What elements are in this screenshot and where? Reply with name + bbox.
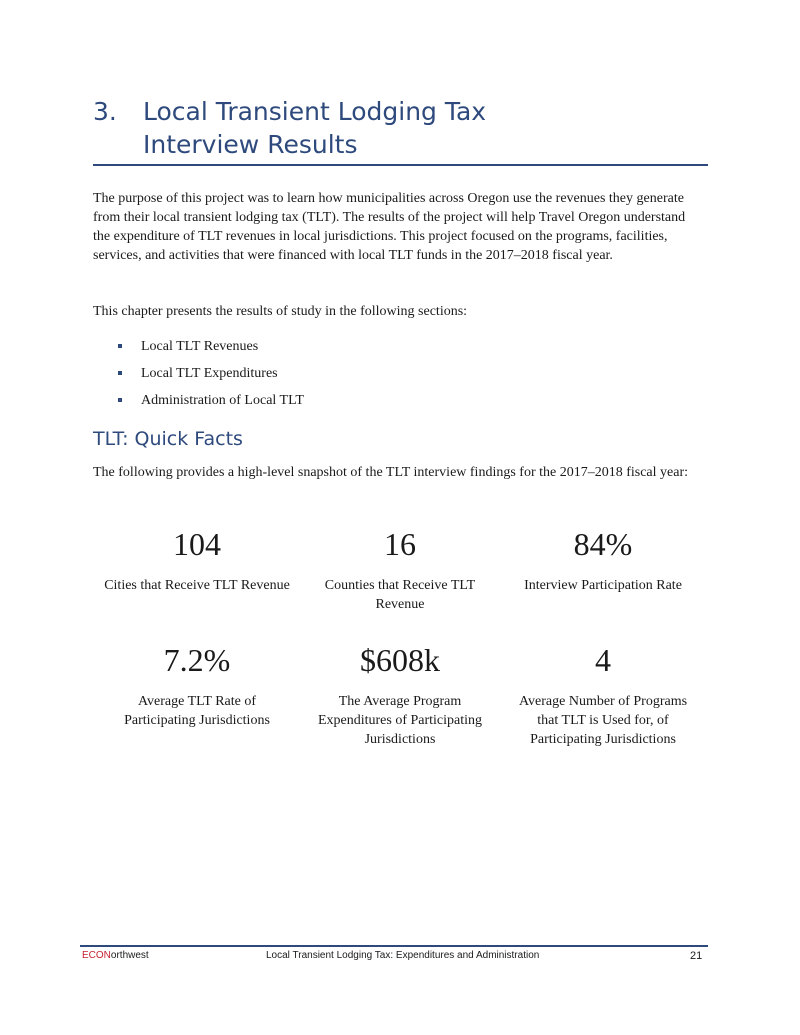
footer-brand-rest: orthwest (110, 950, 149, 961)
quick-facts-heading: TLT: Quick Facts (93, 428, 243, 450)
fact-value: 4 (595, 642, 611, 678)
fact-value: 16 (384, 526, 416, 562)
fact-value: 84% (573, 526, 633, 562)
fact-label: Average TLT Rate of Participating Jurisdictions (124, 694, 270, 728)
fact-counties (305, 526, 495, 614)
list-item: Administration of Local TLT (118, 391, 304, 418)
list-item: Local TLT Revenues (118, 337, 304, 364)
fact-value: $608k (360, 642, 440, 678)
fact-value: 7.2% (163, 642, 231, 678)
chapter-title (93, 95, 708, 166)
fact-label: Interview Participation Rate (524, 578, 682, 593)
fact-cities (102, 526, 292, 595)
list-item: Local TLT Expenditures (118, 364, 304, 391)
footer-title: Local Transient Lodging Tax: Expenditures and Administration (266, 950, 540, 961)
footer-divider (80, 945, 708, 947)
fact-value: 104 (173, 526, 221, 562)
fact-average-rate (102, 642, 292, 730)
fact-label: The Average Program Expenditures of Participating Jurisdictions (317, 694, 483, 747)
fact-label: Cities that Receive TLT Revenue (104, 578, 290, 593)
chapter-number: 3. (93, 97, 117, 126)
fact-participation-rate (508, 526, 698, 595)
chapter-title-line-1: Local Transient Lodging Tax (143, 97, 487, 126)
fact-label: Counties that Receive TLT Revenue (324, 578, 476, 612)
quick-facts-intro: The following provides a high-level snapshot of the TLT interview findings for the 2017–2018 fiscal year: (93, 465, 689, 480)
section-list (118, 337, 304, 418)
fact-label: Average Number of Programs that TLT is Used for, of Participating Jurisdictions (518, 694, 688, 747)
sections-intro: This chapter presents the results of study in the following sections: (93, 304, 468, 319)
footer-brand (82, 950, 149, 961)
fact-average-programs (508, 642, 698, 749)
intro-paragraph: The purpose of this project was to learn how municipalities across Oregon use the revenues they generate from their local transient lodging tax (TLT). The results of the project will help Travel Oregon understand the expenditure of TLT revenues in local jurisdictions. This project focused on the programs, facilities, services, and activities that were financed with local TLT funds in the 2017–2018 fiscal year. (93, 191, 686, 263)
fact-average-expenditures (305, 642, 495, 749)
chapter-title-line-2: Interview Results (143, 130, 358, 159)
page-number: 21 (690, 950, 703, 962)
footer-brand-eco: ECON (82, 950, 111, 961)
